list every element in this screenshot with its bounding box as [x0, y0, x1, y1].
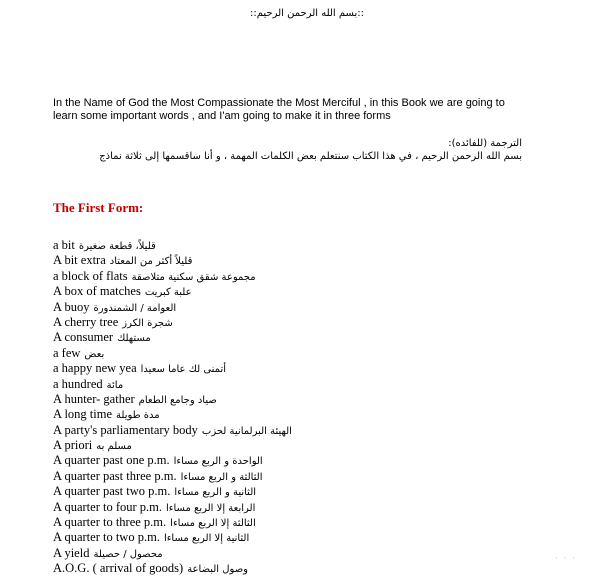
vocab-arabic: الثانية و الربع مساءا [174, 487, 257, 499]
vocab-arabic: العوامة / الشمندورة [93, 302, 177, 314]
vocab-arabic: أتمنى لك عاما سعيدا [140, 364, 227, 376]
vocab-arabic: شجرة الكرز [122, 317, 173, 329]
vocab-arabic: مجموعة شقق سكنية متلاصقة [131, 271, 256, 283]
vocab-entry [53, 377, 292, 392]
vocabulary-list [53, 238, 292, 577]
vocab-entry [53, 361, 292, 376]
vocab-english: A box of matches [53, 284, 141, 299]
basmala-header: ::بسم الله الرحمن الرحيم:: [250, 8, 364, 19]
vocab-english: a few [53, 345, 81, 360]
vocab-entry [53, 330, 292, 345]
vocab-english: A consumer [53, 330, 114, 345]
vocab-arabic: صياد وجامع الطعام [138, 394, 217, 406]
vocab-english: a block of flats [53, 268, 128, 283]
vocab-entry [53, 269, 292, 284]
vocab-arabic: مائة [106, 379, 124, 391]
vocab-arabic: الرابعة إلا الربع مساءا [166, 502, 256, 514]
vocab-english: A yield [53, 545, 90, 560]
vocab-entry [53, 500, 292, 515]
vocab-entry [53, 284, 292, 299]
vocab-arabic: مدة طويلة [116, 410, 160, 422]
vocab-english: a bit [53, 238, 75, 252]
vocab-english: A quarter to four p.m. [53, 499, 163, 514]
vocab-english: a happy new yea [53, 361, 137, 376]
vocab-english: A quarter to three p.m. [53, 515, 167, 530]
vocab-entry [53, 484, 292, 499]
vocab-arabic: الواحدة و الربع مساءا [173, 456, 263, 468]
vocab-arabic: علبة كبريت [144, 287, 192, 299]
vocab-entry [53, 253, 292, 268]
translation-paragraph: بسم الله الرحمن الرحيم ، في هذا الكتاب سنتعلم بعض الكلمات المهمة ، و أنا ساقسمها إلى ثلاثة نماذج [99, 151, 522, 162]
vocab-arabic: الثالثة إلا الربع مساءا [170, 518, 256, 530]
vocab-arabic: مسلم به [96, 441, 132, 453]
intro-paragraph: In the Name of God the Most Compassionate the Most Merciful , in this Book we are going to learn some important words , and I'am going to make it in three forms [53, 97, 505, 122]
vocab-english: A priori [53, 438, 93, 453]
vocab-arabic: الثانية إلا الربع مساءا [163, 533, 250, 545]
vocab-english: A buoy [53, 299, 90, 314]
vocab-english: A quarter past two p.m. [53, 484, 171, 499]
vocab-arabic: وصول البضاعة [187, 564, 249, 576]
vocab-english: A party's parliamentary body [53, 422, 198, 437]
vocab-english: A.O.G. ( arrival of goods) [53, 561, 184, 576]
vocab-english: A bit extra [53, 253, 106, 268]
vocab-entry [53, 423, 292, 438]
vocab-entry [53, 546, 292, 561]
vocab-english: A hunter- gather [53, 391, 135, 406]
vocab-english: A quarter past one p.m. [53, 453, 170, 468]
translation-label: الترجمة (للفائده): [448, 138, 522, 149]
vocab-entry [53, 238, 292, 253]
vocab-arabic: محصول / حصيلة [93, 548, 163, 560]
vocab-entry [53, 346, 292, 361]
vocab-entry [53, 453, 292, 468]
page-marker: · · · [555, 554, 577, 563]
vocab-entry [53, 392, 292, 407]
vocab-arabic: الهيئة البرلمانية لحزب [201, 425, 292, 437]
vocab-english: A quarter to two p.m. [53, 530, 160, 545]
vocab-english: A long time [53, 407, 113, 422]
vocab-arabic: بعض [84, 348, 105, 360]
vocab-entry [53, 407, 292, 422]
vocab-entry [53, 469, 292, 484]
vocab-arabic: قليلاً أكثر من المعتاد [109, 256, 193, 268]
vocab-entry [53, 315, 292, 330]
vocab-arabic: الثالثة و الربع مساءا [180, 471, 263, 483]
vocab-english: A cherry tree [53, 314, 119, 329]
vocab-arabic: قليلاً، قطعة صغيرة [78, 241, 156, 252]
vocab-english: a hundred [53, 376, 103, 391]
section-heading: The First Form: [53, 200, 144, 215]
vocab-arabic: مستهلك [117, 333, 151, 345]
vocab-entry [53, 561, 292, 576]
vocab-entry [53, 530, 292, 545]
vocab-english: A quarter past three p.m. [53, 468, 177, 483]
vocab-entry [53, 300, 292, 315]
vocab-entry [53, 515, 292, 530]
vocab-entry [53, 438, 292, 453]
